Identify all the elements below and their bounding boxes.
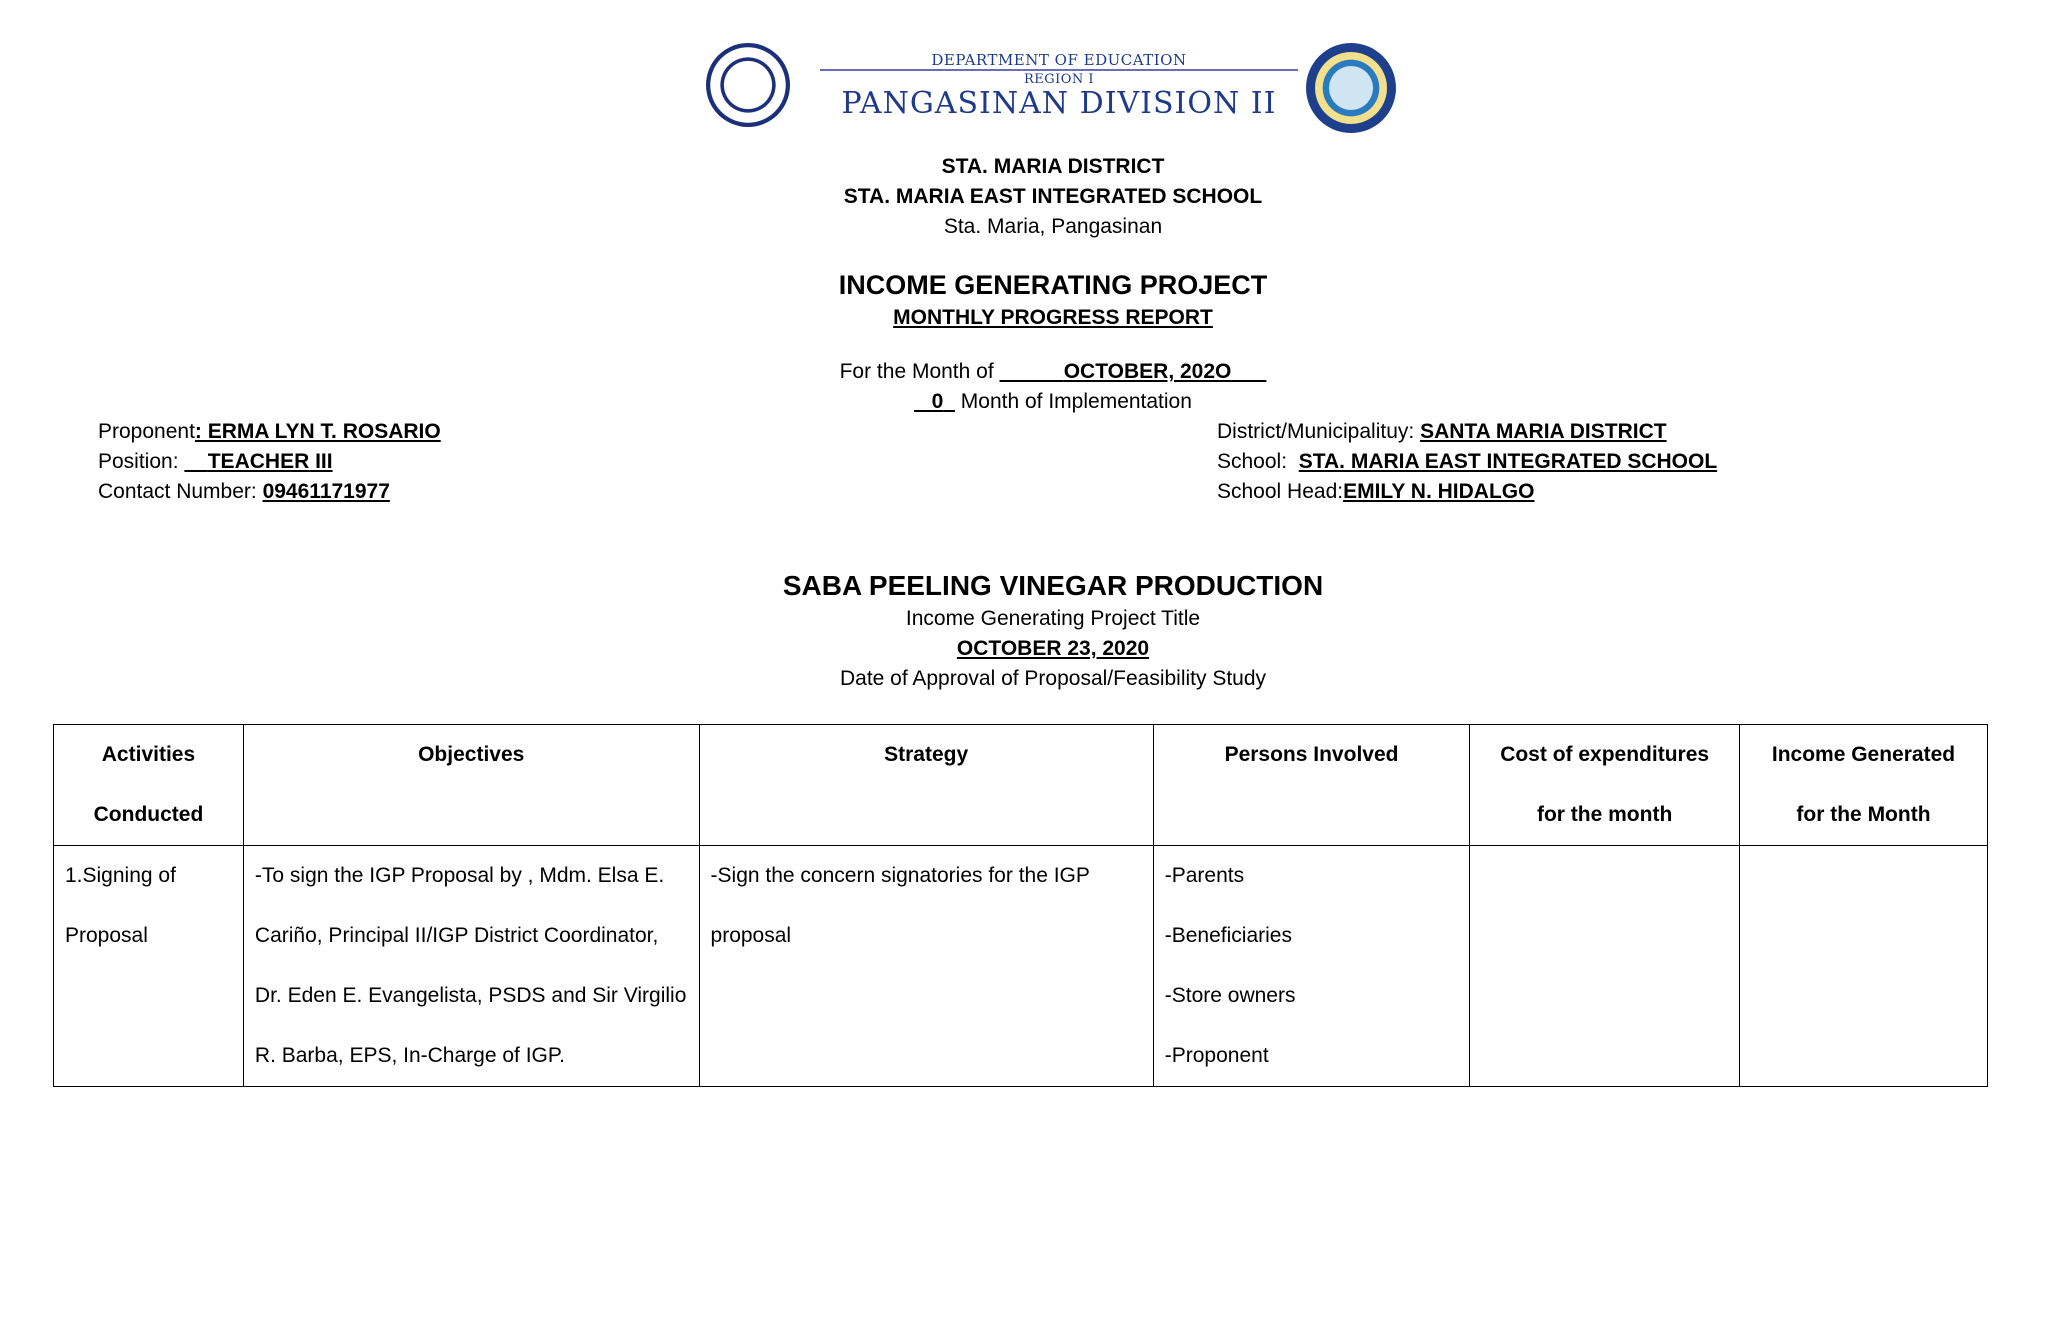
document-subtitle: MONTHLY PROGRESS REPORT bbox=[893, 306, 1213, 329]
school-head-value: EMILY N. HIDALGO bbox=[1343, 480, 1535, 503]
report-month-label: For the Month of bbox=[839, 360, 994, 383]
project-title: SABA PEELING VINEGAR PRODUCTION bbox=[782, 570, 1324, 601]
school-label: School: bbox=[1217, 450, 1288, 473]
cell-objectives: -To sign the IGP Proposal by , Mdm. Elsa E. Cariño, Principal II/IGP District Coordinator, Dr. Eden E. Evangelista, PSDS and Sir Virgilio R. Barba, EPS, In-Charge of IGP. bbox=[243, 846, 699, 1087]
header-objectives: Objectives bbox=[243, 725, 699, 846]
cell-income bbox=[1739, 846, 1987, 1087]
approval-date: OCTOBER 23, 2020 bbox=[956, 637, 1150, 660]
cell-activity: 1.Signing of Proposal bbox=[54, 846, 244, 1087]
contact-label: Contact Number: bbox=[98, 480, 257, 503]
table-row bbox=[54, 846, 1988, 1087]
deped-seal-logo bbox=[706, 43, 790, 127]
header-strategy: Strategy bbox=[699, 725, 1153, 846]
school-value: STA. MARIA EAST INTEGRATED SCHOOL bbox=[1298, 450, 1718, 473]
proponent-row bbox=[98, 420, 441, 444]
school-name: STA. MARIA EAST INTEGRATED SCHOOL bbox=[843, 185, 1263, 208]
report-month-value: OCTOBER, 202O bbox=[1063, 360, 1232, 383]
contact-row bbox=[98, 480, 390, 504]
proponent-label: Proponent bbox=[98, 420, 195, 443]
proponent-value: : ERMA LYN T. ROSARIO bbox=[194, 420, 441, 443]
division-seal-logo bbox=[1306, 43, 1396, 133]
document-title: INCOME GENERATING PROJECT bbox=[838, 270, 1268, 300]
header-cost: Cost of expenditures for the month bbox=[1470, 725, 1740, 846]
school-head-row bbox=[1217, 480, 1534, 504]
cell-persons: -Parents -Beneficiaries -Store owners -Proponent bbox=[1153, 846, 1470, 1087]
letterhead-region: REGION I bbox=[1023, 72, 1095, 87]
implementation-month-label: Month of Implementation bbox=[960, 390, 1192, 413]
position-label: Position: bbox=[98, 450, 179, 473]
position-value: TEACHER III bbox=[207, 450, 333, 473]
school-row bbox=[1217, 450, 1717, 474]
table-header-row bbox=[54, 725, 1988, 846]
letterhead-department: DEPARTMENT OF EDUCATION bbox=[931, 51, 1187, 69]
school-head-label: School Head: bbox=[1217, 480, 1344, 503]
letterhead-division: PANGASINAN DIVISION II bbox=[841, 86, 1277, 121]
district-row bbox=[1217, 420, 1667, 444]
district-label: District/Municipalituy: bbox=[1217, 420, 1415, 443]
contact-value: 09461171977 bbox=[262, 480, 390, 503]
progress-table bbox=[53, 724, 1988, 1087]
header-persons-involved: Persons Involved bbox=[1153, 725, 1470, 846]
cell-cost bbox=[1470, 846, 1740, 1087]
district-value: SANTA MARIA DISTRICT bbox=[1420, 420, 1667, 443]
approval-date-label: Date of Approval of Proposal/Feasibility Study bbox=[839, 667, 1267, 690]
project-title-label: Income Generating Project Title bbox=[905, 607, 1201, 630]
header-activities: Activities Conducted bbox=[54, 725, 244, 846]
implementation-month bbox=[0, 390, 2048, 414]
report-month bbox=[0, 360, 2048, 384]
header-income: Income Generated for the Month bbox=[1739, 725, 1987, 846]
implementation-month-value: 0 bbox=[931, 390, 944, 413]
district-name: STA. MARIA DISTRICT bbox=[941, 155, 1165, 178]
letterhead-divider bbox=[820, 69, 1298, 71]
school-location: Sta. Maria, Pangasinan bbox=[943, 215, 1163, 238]
position-row bbox=[98, 450, 333, 474]
cell-strategy: -Sign the concern signatories for the IGP proposal bbox=[699, 846, 1153, 1087]
